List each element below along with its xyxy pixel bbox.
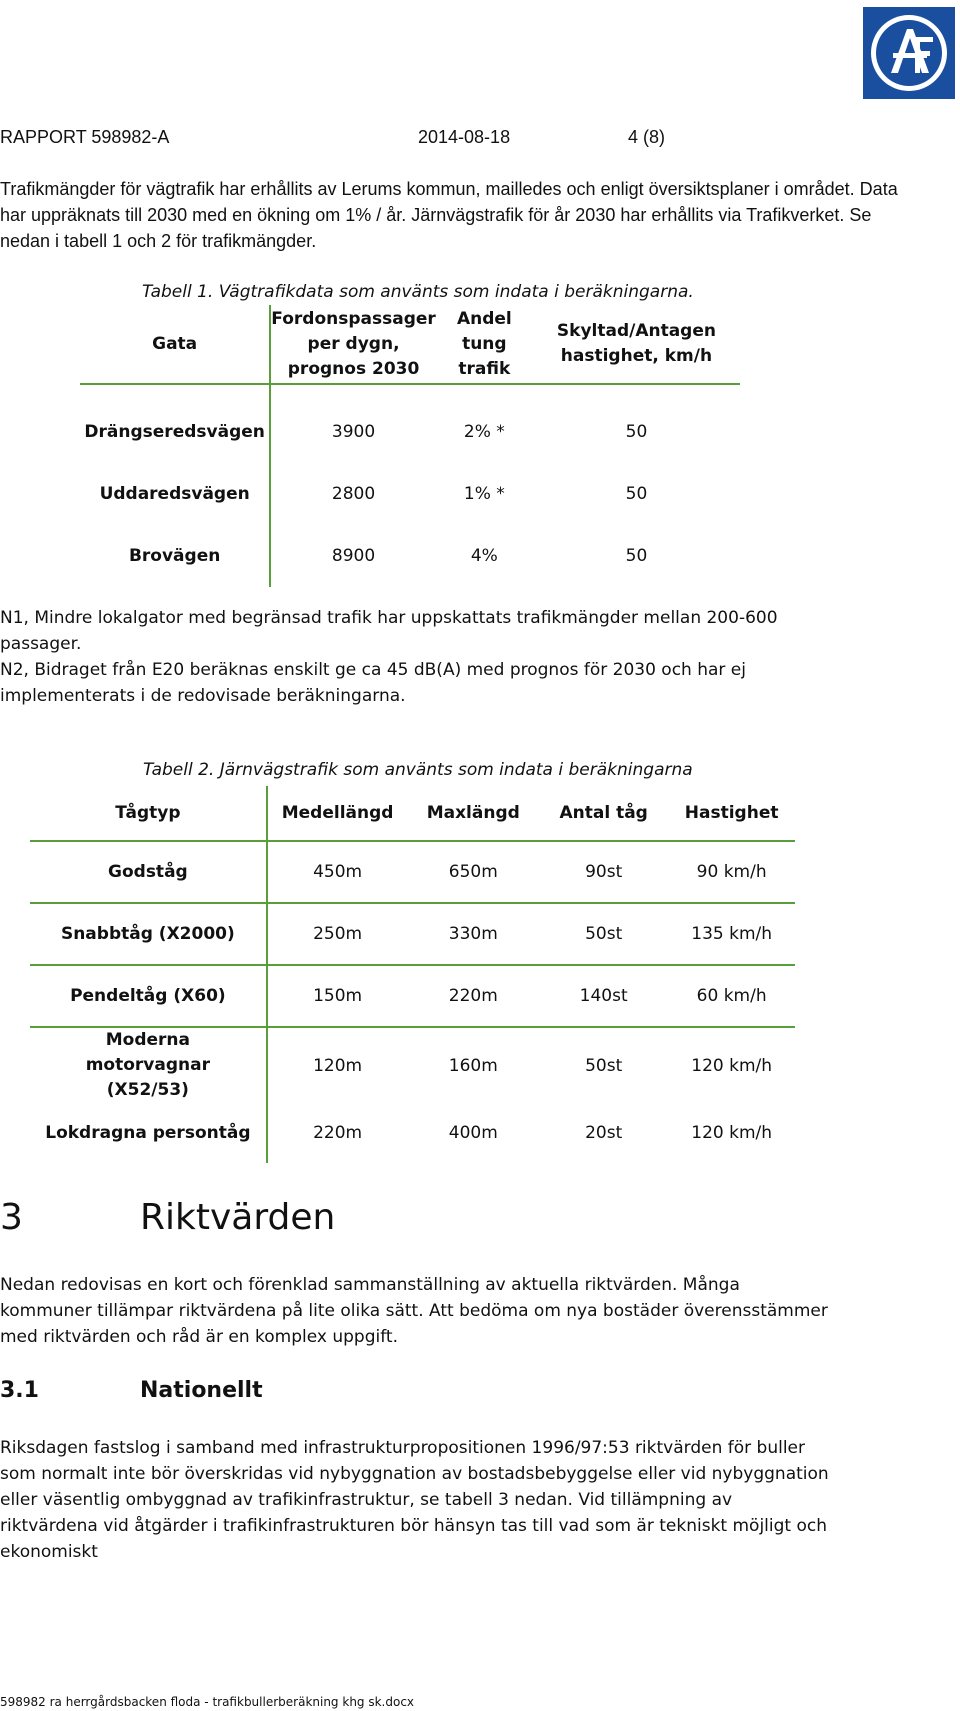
note-n2: N2, Bidraget från E20 beräknas enskilt ge ca 45 dB(A) med prognos för 2030 och har ej implementerats i de redovisade beräkningarna.: [0, 660, 746, 706]
table2-header-medellangd: Medellängd: [267, 786, 408, 841]
table1-header-hastighet: Skyltad/Antagen hastighet, km/h: [533, 305, 740, 384]
table2-header-antal: Antal tåg: [539, 786, 668, 841]
table-row: [30, 1027, 795, 1103]
table2-cell: 330m: [407, 903, 539, 965]
table1-cell: 3900: [331, 422, 376, 442]
table2-cell: 140st: [539, 965, 668, 1027]
table2-cell: Pendeltåg (X60): [30, 965, 267, 1027]
table2-cell: 90 km/h: [668, 841, 795, 903]
note-n1: N1, Mindre lokalgator med begränsad trafik har uppskattats trafikmängder mellan 200-600 passager.: [0, 608, 778, 654]
af-logo-icon: [863, 7, 955, 99]
table1-cell: Brovägen: [80, 525, 270, 587]
table1-cell: 1% *: [463, 484, 505, 504]
table1-cell: 4%: [470, 546, 498, 566]
section3-title: Riktvärden: [140, 1197, 336, 1238]
table1-header-andel: Andel tung trafik: [436, 305, 533, 384]
table2-cell: Lokdragna persontåg: [30, 1103, 267, 1163]
page-number: 4 (8): [628, 127, 666, 147]
table2-cell: 120 km/h: [691, 1055, 773, 1076]
table2-header-maxlangd: Maxlängd: [407, 786, 539, 841]
table2-cell: 20st: [585, 1123, 623, 1143]
table1-cell: 50: [625, 546, 648, 566]
table1-header-fordon: Fordonspassager per dygn, prognos 2030: [270, 305, 436, 384]
table1-header-gata: Gata: [80, 305, 270, 384]
section3-paragraph: Nedan redovisas en kort och förenklad sammanställning av aktuella riktvärden. Många kommuner tillämpar riktvärdena på lite olika sätt. Att bedöma om nya bostäder överensstämmer med riktvärden och råd är en komplex uppgift.: [0, 1275, 828, 1347]
table1-cell: 50: [625, 422, 648, 442]
table2-cell: Godståg: [30, 841, 267, 903]
table2-cell: 50st: [585, 1055, 623, 1076]
table2-cell: 160m: [448, 1055, 498, 1076]
table1-cell: 2% *: [463, 422, 505, 442]
section31-number: 3.1: [0, 1378, 39, 1403]
table2-cell: 120 km/h: [691, 1123, 773, 1143]
table1-cell: 8900: [331, 546, 376, 566]
report-date: 2014-08-18: [418, 127, 511, 147]
table2-cell: 250m: [267, 903, 408, 965]
section31-title: Nationellt: [140, 1378, 263, 1403]
table1-cell: Drängseredsvägen: [80, 401, 270, 463]
table2-cell: 120m: [313, 1055, 363, 1076]
footer-filename: 598982 ra herrgårdsbacken floda - trafikbullerberäkning khg sk.docx: [0, 1695, 415, 1709]
table-row: [30, 965, 795, 1027]
table2-cell: Snabbtåg (X2000): [30, 903, 267, 965]
table-row: [30, 841, 795, 903]
table-row: [30, 903, 795, 965]
intro-paragraph: Trafikmängder för vägtrafik har erhållits av Lerums kommun, mailledes och enligt översiktsplaner i området. Data har uppräknats till 2030 med en ökning om 1% / år. Järnvägstrafik för år 2030 har erhållits via Trafikverket. Se nedan i tabell 1 och 2 för trafikmängder.: [0, 179, 898, 251]
table2-cell: 220m: [313, 1123, 363, 1143]
table2-cell: 60 km/h: [668, 965, 795, 1027]
table2-cell: 220m: [407, 965, 539, 1027]
table1-caption: Tabell 1. Vägtrafikdata som använts som indata i beräkningarna.: [142, 282, 694, 302]
table2: [30, 786, 795, 1163]
table2-cell: 450m: [267, 841, 408, 903]
table-row: [80, 525, 740, 587]
table1: [80, 305, 740, 587]
report-number: RAPPORT 598982-A: [0, 127, 170, 147]
section3-number: 3: [0, 1197, 23, 1238]
table2-cell: Moderna motorvagnar (X52/53): [30, 1027, 267, 1103]
table2-cell: 400m: [448, 1123, 498, 1143]
table2-cell: 90st: [539, 841, 668, 903]
table-row: [80, 401, 740, 463]
table-row: [30, 1103, 795, 1163]
section31-paragraph: Riksdagen fastslog i samband med infrastrukturpropositionen 1996/97:53 riktvärden för buller som normalt inte bör överskridas vid nybyggnation av bostadsbebyggelse eller vid nybyggnation eller väsentlig ombyggnad av trafikinfrastruktur, se tabell 3 nedan. Vid tillämpning av riktvärdena vid åtgärder i trafikinfrastrukturen bör hänsyn tas till vad som är tekniskt möjligt och ekonomiskt: [0, 1438, 829, 1562]
table1-cell: Uddaredsvägen: [80, 463, 270, 525]
table2-cell: 135 km/h: [668, 903, 795, 965]
table2-header-tagtyp: Tågtyp: [30, 786, 267, 841]
table2-header-hastighet: Hastighet: [668, 786, 795, 841]
table2-caption: Tabell 2. Järnvägstrafik som använts som indata i beräkningarna: [143, 760, 693, 780]
table2-cell: 50st: [539, 903, 668, 965]
table1-cell: 50: [625, 484, 648, 504]
table-row: [80, 463, 740, 525]
table2-cell: 650m: [407, 841, 539, 903]
table1-cell: 2800: [331, 484, 376, 504]
table2-cell: 150m: [267, 965, 408, 1027]
